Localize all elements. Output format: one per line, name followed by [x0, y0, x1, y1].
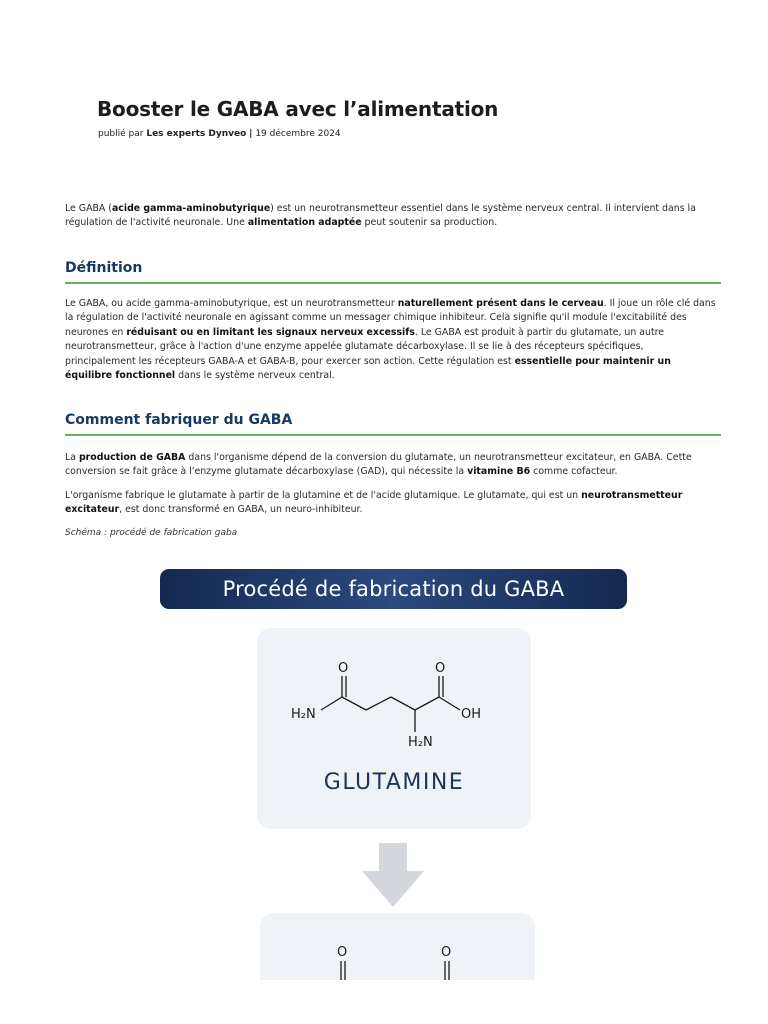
- text-segment: Le GABA (: [65, 203, 112, 214]
- bold-text: production de GABA: [78, 452, 186, 463]
- definition-paragraph: [65, 297, 717, 383]
- label-o2: O: [435, 661, 446, 676]
- bold-text: naturellement présent dans le cerveau: [397, 298, 604, 309]
- bold-text: réduisant ou en limitant les signaux nerveux excessifs: [126, 326, 415, 338]
- article-byline: [98, 129, 341, 139]
- glutamine-bonds: [321, 676, 460, 732]
- text-segment: La: [65, 452, 79, 463]
- label-o1: O: [337, 945, 348, 960]
- text-segment: Le GABA, ou acide gamma-aminobutyrique, est un neurotransmetteur: [65, 298, 398, 309]
- definition-heading: Définition: [65, 260, 143, 276]
- diagram-banner: [160, 569, 627, 609]
- diagram-caption: Schéma : procédé de fabrication gaba: [65, 528, 238, 538]
- text-segment: L'organisme fabrique le glutamate à partir de la glutamine et de l'acide glutamique. Le glutamate, qui est un: [65, 490, 582, 501]
- bond-c3-c4: [391, 697, 415, 710]
- text-segment: . Il joue un rôle clé dans la régulation de l'activité neuronale en agissant comme un messager chimique inhibiteur. Cela signifie qu'il module l'excitabilité des neurones en: [65, 298, 716, 338]
- label-amide: H₂N: [291, 707, 316, 722]
- byline-date: 19 décembre 2024: [255, 129, 341, 139]
- bond-c2-c3: [366, 697, 391, 710]
- label-o1: O: [338, 661, 349, 676]
- text-segment: peut soutenir sa production.: [361, 217, 498, 229]
- label-acid: OH: [461, 707, 482, 722]
- text-segment: comme cofacteur.: [530, 466, 618, 478]
- down-arrow-icon: [362, 843, 424, 907]
- label-amine: H₂N: [408, 735, 433, 750]
- glutamine-name: GLUTAMINE: [323, 770, 465, 795]
- text-segment: dans le système nerveux central.: [175, 370, 335, 382]
- bond-n-c1: [321, 697, 342, 710]
- bold-text: alimentation adaptée: [247, 217, 362, 229]
- fabrication-heading: Comment fabriquer du GABA: [65, 412, 293, 428]
- fabrication-paragraph-1: [65, 451, 717, 480]
- byline-prefix: publié par: [98, 129, 144, 139]
- text-segment: ) est un neurotransmetteur essentiel dans le système nerveux central. Il intervient dans la régulation de l'activité neuronale. Une: [65, 203, 696, 229]
- text-segment: dans l'organisme dépend de la conversion du glutamate, un neurotransmetteur excitateur, en GABA. Cette conversion se fait grâce à l'enzyme glutamate décarboxylase (GAD), qui nécessite la: [65, 452, 692, 478]
- fabrication-divider: [65, 434, 721, 436]
- page-bottom-margin: [0, 980, 768, 1024]
- label-o2: O: [441, 945, 452, 960]
- byline-separator: |: [249, 129, 253, 139]
- definition-divider: [65, 282, 721, 284]
- glutamine-card: [257, 628, 531, 829]
- bold-text: vitamine B6: [467, 466, 531, 478]
- bold-text: neurotransmetteur excitateur: [65, 490, 683, 516]
- text-segment: , est donc transformé en GABA, un neuro-inhibiteur.: [119, 504, 363, 516]
- intro-paragraph: [65, 202, 717, 231]
- byline-author[interactable]: Les experts Dynveo: [146, 129, 247, 139]
- second-molecule-card: [260, 913, 535, 988]
- text-segment: . Le GABA est produit à partir du glutamate, un autre neurotransmetteur, grâce à l'action d'une enzyme appelée glutamate décarboxylase. Il se lie à des récepteurs spécifiques, principalement les récepteurs GABA-A et GABA-B, pour exercer son action. Cette régulation est: [65, 326, 665, 367]
- bold-text: acide gamma-aminobutyrique: [111, 203, 271, 214]
- glutamine-structure: [257, 628, 531, 768]
- article-title: Booster le GABA avec l’alimentation: [97, 97, 499, 121]
- second-molecule-atom-labels: [337, 945, 451, 960]
- bond-c1-c2: [342, 697, 366, 710]
- fabrication-paragraph-2: [65, 489, 717, 518]
- second-molecule-structure: [260, 913, 535, 988]
- bold-text: essentielle pour maintenir un équilibre fonctionnel: [65, 355, 671, 382]
- bond-c5-oh: [439, 697, 460, 710]
- diagram-banner-title: Procédé de fabrication du GABA: [222, 577, 565, 601]
- bond-c4-c5: [415, 697, 439, 710]
